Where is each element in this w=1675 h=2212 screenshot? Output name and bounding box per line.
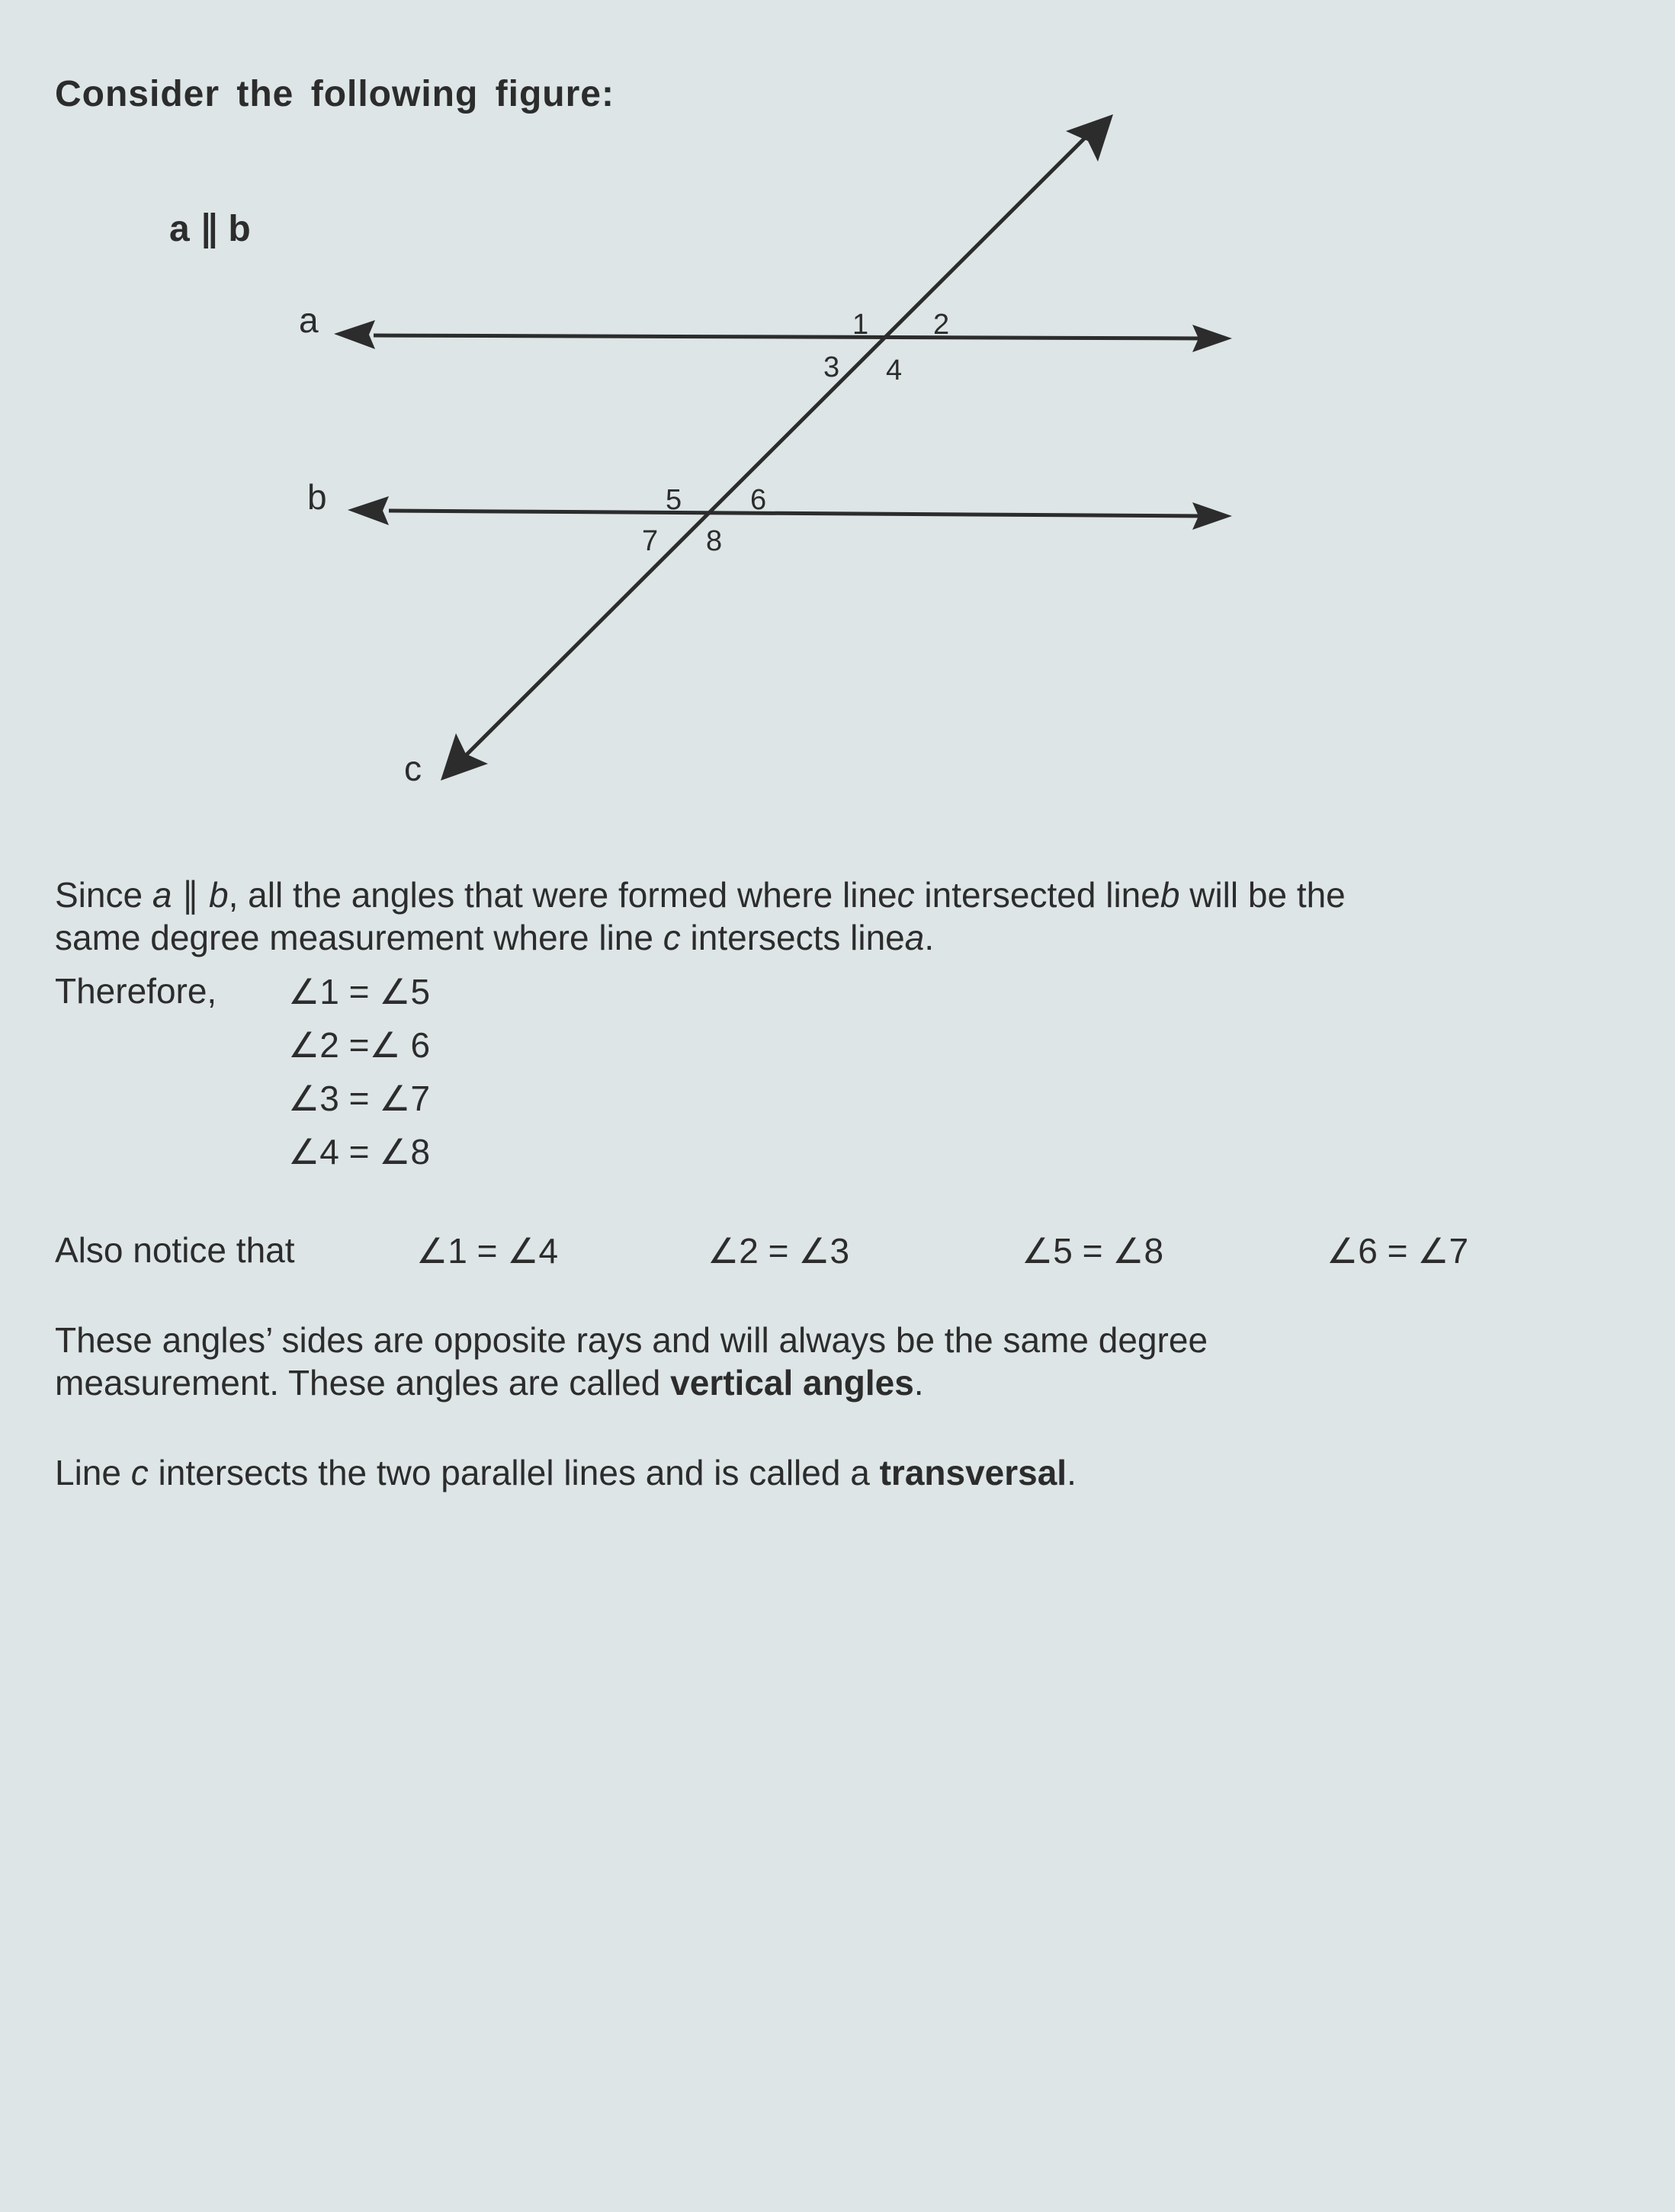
therefore-equation-1: ∠1 = ∠5 — [288, 972, 431, 1011]
also-equation-1: ∠1 = ∠4 — [416, 1231, 559, 1271]
variable-b: b — [209, 875, 229, 915]
line-c-transversal — [462, 137, 1086, 759]
variable-a: a — [904, 918, 925, 957]
line-label-c: c — [404, 749, 422, 788]
line-c-top-arrow-icon — [1066, 114, 1113, 162]
angle-label-1: 1 — [852, 309, 869, 341]
paragraph-since-line-1 — [55, 874, 1346, 916]
text-span: intersects line — [680, 918, 905, 957]
text-span: measurement. These angles are called — [55, 1363, 671, 1403]
also-equation-3: ∠5 = ∠8 — [1022, 1231, 1164, 1271]
page-heading: Consider the following figure: — [55, 74, 614, 114]
line-label-b: b — [307, 477, 327, 517]
angle-label-6: 6 — [750, 484, 767, 516]
line-a — [374, 335, 1205, 338]
therefore-label: Therefore, — [55, 971, 217, 1011]
variable-c: c — [663, 918, 681, 957]
angle-label-4: 4 — [886, 354, 903, 386]
vertical-angles-line-2 — [55, 1361, 924, 1404]
text-span: ∥ — [172, 875, 210, 915]
text-span: same degree measurement where line — [55, 918, 663, 957]
text-span: will be the — [1179, 875, 1346, 915]
angle-label-3: 3 — [823, 351, 840, 383]
parallel-lines-figure — [0, 0, 1675, 838]
line-label-a: a — [299, 300, 319, 340]
also-equation-2: ∠2 = ∠3 — [708, 1231, 850, 1271]
variable-a: a — [152, 875, 172, 915]
line-a-left-arrow-icon — [334, 320, 375, 349]
text-span: Line — [55, 1453, 131, 1492]
angle-label-2: 2 — [933, 309, 950, 341]
angle-label-5: 5 — [666, 484, 682, 516]
text-span: Since — [55, 875, 152, 915]
variable-c: c — [897, 875, 915, 915]
variable-b: b — [1160, 875, 1180, 915]
text-span: . — [924, 918, 935, 957]
variable-c: c — [130, 1453, 149, 1492]
therefore-equation-2: ∠2 =∠ 6 — [288, 1025, 431, 1065]
also-notice-label: Also notice that — [55, 1230, 295, 1270]
text-span: . — [913, 1363, 924, 1403]
term-transversal: transversal — [879, 1453, 1067, 1492]
line-b-left-arrow-icon — [348, 496, 389, 525]
therefore-equation-4: ∠4 = ∠8 — [288, 1132, 431, 1172]
line-b — [389, 511, 1205, 516]
text-span: intersects the two parallel lines and is called a — [148, 1453, 880, 1492]
parallel-note: a ∥ b — [169, 209, 251, 249]
text-span: . — [1067, 1453, 1077, 1492]
text-span: , all the angles that were formed where line — [228, 875, 897, 915]
paragraph-since-line-2 — [55, 916, 934, 959]
also-equation-4: ∠6 = ∠7 — [1327, 1231, 1469, 1271]
text-span: intersected line — [914, 875, 1160, 915]
angle-label-7: 7 — [642, 525, 659, 557]
therefore-equation-3: ∠3 = ∠7 — [288, 1079, 431, 1118]
term-vertical-angles: vertical angles — [670, 1363, 914, 1403]
angle-label-8: 8 — [706, 525, 723, 557]
vertical-angles-line-1: These angles’ sides are opposite rays and will always be the same degree — [55, 1320, 1208, 1360]
transversal-line — [55, 1451, 1077, 1494]
